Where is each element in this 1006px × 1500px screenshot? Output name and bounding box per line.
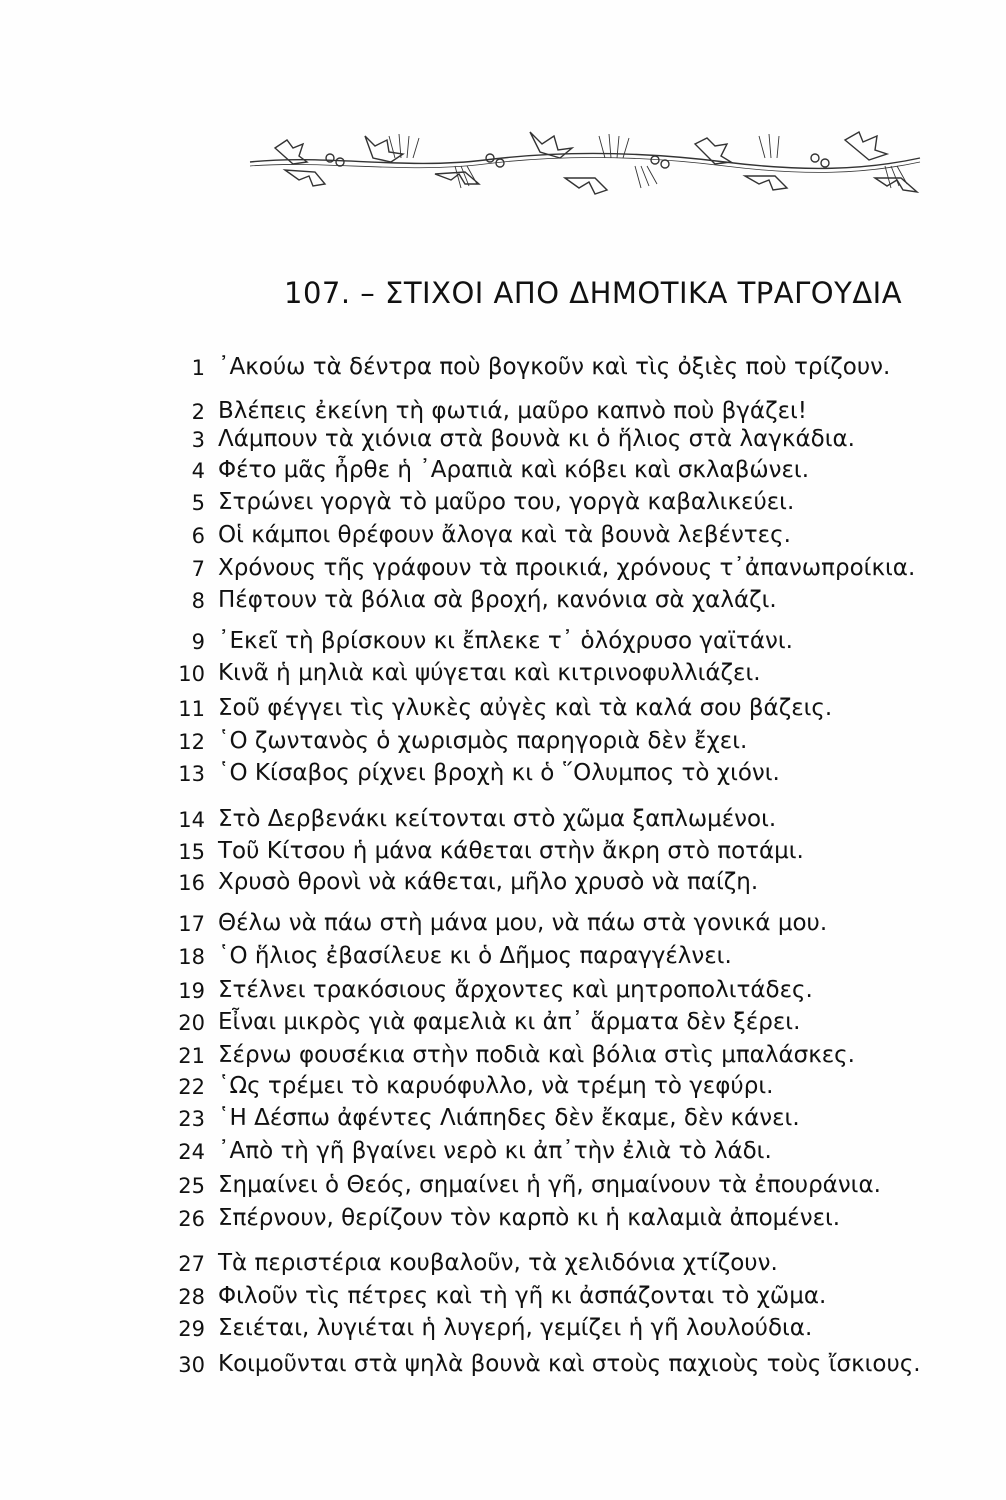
verse-number: 19 [178,979,205,1003]
verse-text: Εἶναι μικρὸς γιὰ φαμελιὰ κι ἀπ᾽ ἅρματα δὲν ξέρει. [218,1009,801,1035]
verse-text: ᾽Εκεῖ τὴ βρίσκουν κι ἔπλεκε τ᾽ ὁλόχρυσο γαϊτάνι. [218,628,793,654]
verse-text: ῾Ο ζωντανὸς ὁ χωρισμὸς παρηγοριὰ δὲν ἔχει. [218,728,748,754]
verse-number: 28 [178,1285,205,1309]
verse-text: Θέλω νὰ πάω στὴ μάνα μου, νὰ πάω στὰ γονικά μου. [218,910,828,936]
verse-text: ῾Ο ἥλιος ἐβασίλευε κι ὁ Δῆμος παραγγέλνει. [218,943,732,969]
page-title: 107. – ΣΤΙΧΟΙ ΑΠΟ ΔΗΜΟΤΙΚΑ ΤΡΑΓΟΥΔΙΑ [284,276,903,310]
verse-number: 12 [178,730,205,754]
verse-number: 15 [178,840,205,864]
verse-number: 3 [191,428,205,452]
verse-number: 1 [191,356,205,380]
verse-number: 18 [178,945,205,969]
verse-number: 5 [191,491,205,515]
verse-number: 9 [191,630,205,654]
verse-text: Φιλοῦν τὶς πέτρες καὶ τὴ γῆ κι ἀσπάζονται τὸ χῶμα. [218,1283,827,1309]
verse-text: ᾽Ακούω τὰ δέντρα ποὺ βογκοῦν καὶ τὶς ὀξιὲς ποὺ τρίζουν. [218,354,891,380]
verse-number: 26 [178,1207,205,1231]
verse-number: 8 [191,589,205,613]
verse-number: 29 [178,1317,205,1341]
verse-text: Κινᾶ ἡ μηλιὰ καὶ ψύγεται καὶ κιτρινοφυλλιάζει. [218,660,761,686]
verse-text: Χρόνους τῆς γράφουν τὰ προικιά, χρόνους τ᾽ἀπανωπροίκια. [218,555,916,581]
verse-number: 27 [178,1252,205,1276]
verse-number: 24 [178,1140,205,1164]
verse-text: Στρώνει γοργὰ τὸ μαῦρο του, γοργὰ καβαλικεύει. [218,489,795,515]
verse-text: Στέλνει τρακόσιους ἄρχοντες καὶ μητροπολιτάδες. [218,977,813,1003]
verse-text: ῾Η Δέσπω ἀφέντες Λιάπηδες δὲν ἔκαμε, δὲν κάνει. [218,1105,800,1131]
verse-text: ᾽Απὸ τὴ γῆ βγαίνει νερὸ κι ἀπ᾽τὴν ἐλιὰ τὸ λάδι. [218,1138,772,1164]
verse-number: 25 [178,1174,205,1198]
verse-text: Χρυσὸ θρονὶ νὰ κάθεται, μῆλο χρυσὸ νὰ παίζη. [218,869,759,895]
verse-number: 22 [178,1075,205,1099]
verse-number: 11 [178,697,205,721]
verse-text: Τοῦ Κίτσου ἡ μάνα κάθεται στὴν ἄκρη στὸ ποτάμι. [218,838,804,864]
verse-number: 13 [178,762,205,786]
verse-number: 20 [178,1011,205,1035]
verse-number: 2 [191,400,205,424]
verse-text: ῾Ο Κίσαβος ρίχνει βροχὴ κι ὁ ῞Ολυμπος τὸ χιόνι. [218,760,780,786]
verse-number: 7 [191,557,205,581]
verse-text: Σπέρνουν, θερίζουν τὸν καρπὸ κι ἡ καλαμιὰ ἀπομένει. [218,1205,841,1231]
verse-text: Λάμπουν τὰ χιόνια στὰ βουνὰ κι ὁ ἥλιος στὰ λαγκάδια. [218,426,855,452]
verse-text: Σημαίνει ὁ Θεός, σημαίνει ἡ γῆ, σημαίνουν τὰ ἐπουράνια. [218,1172,881,1198]
verse-number: 23 [178,1107,205,1131]
verse-text: Πέφτουν τὰ βόλια σὰ βροχή, κανόνια σὰ χαλάζι. [218,587,777,613]
verse-text: Σειέται, λυγιέται ἡ λυγερή, γεμίζει ἡ γῆ λουλούδια. [218,1315,813,1341]
verse-text: Φέτο μᾶς ἦρθε ἡ ᾽Αραπιὰ καὶ κόβει καὶ σκλαβώνει. [218,457,810,483]
verse-text: Σέρνω φουσέκια στὴν ποδιὰ καὶ βόλια στὶς μπαλάσκες. [218,1042,855,1068]
verse-number: 16 [178,871,205,895]
verse-text: Σοῦ φέγγει τὶς γλυκὲς αὐγὲς καὶ τὰ καλά σου βάζεις. [218,695,833,721]
verse-text: Στὸ Δερβενάκι κείτονται στὸ χῶμα ξαπλωμένοι. [218,806,777,832]
verse-number: 30 [178,1353,205,1377]
verse-number: 10 [178,662,205,686]
verse-text: Οἱ κάμποι θρέφουν ἄλογα καὶ τὰ βουνὰ λεβέντες. [218,522,791,548]
verse-number: 17 [178,912,205,936]
verse-number: 21 [178,1044,205,1068]
verse-number: 6 [191,524,205,548]
verse-text: Βλέπεις ἐκείνη τὴ φωτιά, μαῦρο καπνὸ ποὺ βγάζει! [218,398,808,424]
verse-text: Τὰ περιστέρια κουβαλοῦν, τὰ χελιδόνια χτίζουν. [218,1250,778,1276]
verse-number: 14 [178,808,205,832]
verse-text: ῾Ως τρέμει τὸ καρυόφυλλο, νὰ τρέμη τὸ γεφύρι. [218,1073,774,1099]
verse-text: Κοιμοῦνται στὰ ψηλὰ βουνὰ καὶ στοὺς παχιοὺς τοὺς ἴσκιους. [218,1351,921,1377]
verse-number: 4 [191,459,205,483]
